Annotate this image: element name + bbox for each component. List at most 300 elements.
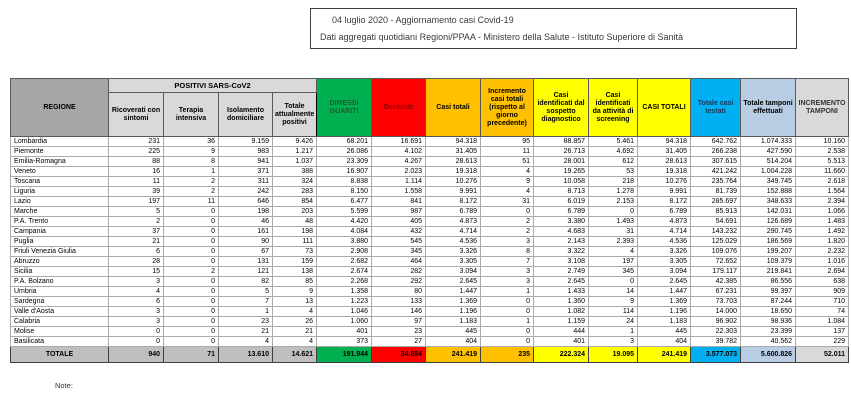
- value-cell: 235.764: [691, 177, 741, 187]
- table-row: [11, 277, 849, 287]
- header-row-1: [11, 79, 849, 93]
- value-cell: 1: [164, 167, 219, 177]
- value-cell: 0: [109, 327, 164, 337]
- value-cell: 9: [273, 287, 317, 297]
- value-cell: 94.318: [638, 137, 691, 147]
- value-cell: 1.369: [426, 297, 481, 307]
- value-cell: 646: [219, 197, 273, 207]
- report-subtitle: Dati aggregati quotidiani Regioni/PPAA - Ministero della Salute - Istituto Superiore di Sanità: [320, 32, 684, 42]
- value-cell: 9: [164, 147, 219, 157]
- table-row: [11, 267, 849, 277]
- value-cell: 15: [109, 267, 164, 277]
- value-cell: 401: [534, 337, 589, 347]
- value-cell: 73: [273, 247, 317, 257]
- value-cell: 179.117: [691, 267, 741, 277]
- value-cell: 198: [273, 227, 317, 237]
- positivi-group-header: POSITIVI SARS-CoV2: [109, 79, 317, 93]
- value-cell: 1.492: [796, 227, 849, 237]
- value-cell: 24: [589, 317, 638, 327]
- value-cell: 401: [317, 327, 372, 337]
- value-cell: 1.217: [273, 147, 317, 157]
- table-row: [11, 147, 849, 157]
- region-name-cell: P.A. Trento: [11, 217, 109, 227]
- value-cell: 2.143: [534, 237, 589, 247]
- table-row: [11, 157, 849, 167]
- value-cell: 1.447: [426, 287, 481, 297]
- value-cell: 6.019: [534, 197, 589, 207]
- value-cell: 67.231: [691, 287, 741, 297]
- col-header-deceduti: Deceduti: [372, 79, 426, 137]
- value-cell: 143.232: [691, 227, 741, 237]
- value-cell: 1: [481, 317, 534, 327]
- value-cell: 53: [589, 167, 638, 177]
- value-cell: 3: [589, 337, 638, 347]
- value-cell: 54.691: [691, 217, 741, 227]
- col-header-terapia-intensiva: Terapia intensiva: [164, 93, 219, 137]
- value-cell: 8.172: [426, 197, 481, 207]
- value-cell: 71: [164, 347, 219, 363]
- value-cell: 2: [164, 177, 219, 187]
- value-cell: 2.908: [317, 247, 372, 257]
- value-cell: 1.196: [426, 307, 481, 317]
- value-cell: 2.694: [796, 267, 849, 277]
- col-header-isolamento: Isolamento domiciliare: [219, 93, 273, 137]
- value-cell: 42.385: [691, 277, 741, 287]
- value-cell: 1.369: [638, 297, 691, 307]
- value-cell: 3: [481, 237, 534, 247]
- value-cell: 6: [109, 297, 164, 307]
- value-cell: 3.108: [534, 257, 589, 267]
- region-name-cell: Friuli Venezia Giulia: [11, 247, 109, 257]
- value-cell: 26.713: [534, 147, 589, 157]
- value-cell: 39.782: [691, 337, 741, 347]
- value-cell: 95: [481, 137, 534, 147]
- value-cell: 34.854: [372, 347, 426, 363]
- value-cell: 222.324: [534, 347, 589, 363]
- value-cell: 324: [273, 177, 317, 187]
- value-cell: 11.660: [796, 167, 849, 177]
- value-cell: 1.447: [638, 287, 691, 297]
- value-cell: 28.001: [534, 157, 589, 167]
- value-cell: 114: [589, 307, 638, 317]
- value-cell: 0: [164, 337, 219, 347]
- value-cell: 3.094: [638, 267, 691, 277]
- value-cell: 4: [481, 167, 534, 177]
- value-cell: 52.011: [796, 347, 849, 363]
- value-cell: 2.538: [796, 147, 849, 157]
- value-cell: 16.691: [372, 137, 426, 147]
- value-cell: 642.762: [691, 137, 741, 147]
- value-cell: 23.309: [317, 157, 372, 167]
- value-cell: 445: [638, 327, 691, 337]
- value-cell: 4: [273, 307, 317, 317]
- value-cell: 94.318: [426, 137, 481, 147]
- value-cell: 1: [481, 287, 534, 297]
- value-cell: 39: [109, 187, 164, 197]
- value-cell: 3.305: [638, 257, 691, 267]
- value-cell: 121: [219, 267, 273, 277]
- value-cell: 4.536: [426, 237, 481, 247]
- region-name-cell: Piemonte: [11, 147, 109, 157]
- value-cell: 2.394: [796, 197, 849, 207]
- value-cell: 4.714: [426, 227, 481, 237]
- value-cell: 4.683: [534, 227, 589, 237]
- covid-data-table: [10, 78, 849, 363]
- value-cell: 23: [219, 317, 273, 327]
- value-cell: 9: [589, 297, 638, 307]
- region-name-cell: Molise: [11, 327, 109, 337]
- value-cell: 444: [534, 327, 589, 337]
- value-cell: 514.204: [741, 157, 796, 167]
- value-cell: 1.223: [317, 297, 372, 307]
- value-cell: 987: [372, 207, 426, 217]
- value-cell: 311: [219, 177, 273, 187]
- value-cell: 1.084: [796, 317, 849, 327]
- value-cell: 1.558: [372, 187, 426, 197]
- value-cell: 72.652: [691, 257, 741, 267]
- value-cell: 854: [273, 197, 317, 207]
- value-cell: 2.645: [638, 277, 691, 287]
- value-cell: 67: [219, 247, 273, 257]
- table-row: [11, 167, 849, 177]
- value-cell: 23: [372, 327, 426, 337]
- value-cell: 841: [372, 197, 426, 207]
- value-cell: 14: [589, 287, 638, 297]
- value-cell: 2: [481, 227, 534, 237]
- value-cell: 6.789: [638, 207, 691, 217]
- value-cell: 4: [273, 337, 317, 347]
- col-header-incremento-tamponi: INCREMENTO TAMPONI: [796, 79, 849, 137]
- value-cell: 710: [796, 297, 849, 307]
- value-cell: 4.692: [589, 147, 638, 157]
- value-cell: 19.318: [638, 167, 691, 177]
- value-cell: 6.477: [317, 197, 372, 207]
- value-cell: 18.650: [741, 307, 796, 317]
- region-name-cell: Basilicata: [11, 337, 109, 347]
- value-cell: 137: [796, 327, 849, 337]
- value-cell: 4.873: [426, 217, 481, 227]
- value-cell: 405: [372, 217, 426, 227]
- value-cell: 241.419: [638, 347, 691, 363]
- value-cell: 445: [426, 327, 481, 337]
- region-name-cell: Lombardia: [11, 137, 109, 147]
- table-row: [11, 177, 849, 187]
- col-header-sospetto-diagnostico: Casi identificati dal sospetto diagnostico: [534, 79, 589, 137]
- value-cell: 6.789: [534, 207, 589, 217]
- table-row: [11, 337, 849, 347]
- col-header-tamponi-effettuati: Totale tamponi effettuati: [741, 79, 796, 137]
- value-cell: 3.094: [426, 267, 481, 277]
- value-cell: 1.074.333: [741, 137, 796, 147]
- value-cell: 21: [109, 237, 164, 247]
- value-cell: 285.697: [691, 197, 741, 207]
- table-row: [11, 187, 849, 197]
- value-cell: 28.613: [638, 157, 691, 167]
- value-cell: 19.095: [589, 347, 638, 363]
- region-name-cell: Veneto: [11, 167, 109, 177]
- value-cell: 4.873: [638, 217, 691, 227]
- value-cell: 37: [109, 227, 164, 237]
- value-cell: 1.114: [372, 177, 426, 187]
- value-cell: 292: [372, 277, 426, 287]
- table-row: [11, 257, 849, 267]
- value-cell: 1.433: [534, 287, 589, 297]
- value-cell: 46: [219, 217, 273, 227]
- value-cell: 2.023: [372, 167, 426, 177]
- value-cell: 74: [796, 307, 849, 317]
- value-cell: 1.360: [534, 297, 589, 307]
- value-cell: 0: [164, 207, 219, 217]
- col-header-attualmente-positivi: Totale attualmente positivi: [273, 93, 317, 137]
- value-cell: 1: [219, 307, 273, 317]
- value-cell: 1.493: [589, 217, 638, 227]
- value-cell: 4.420: [317, 217, 372, 227]
- value-cell: 3.380: [534, 217, 589, 227]
- value-cell: 3: [481, 277, 534, 287]
- value-cell: 3.322: [534, 247, 589, 257]
- value-cell: 8.172: [638, 197, 691, 207]
- value-cell: 4: [481, 187, 534, 197]
- col-header-dimessi-guariti: DIMESSI GUARITI: [317, 79, 372, 137]
- value-cell: 0: [589, 277, 638, 287]
- value-cell: 11: [109, 177, 164, 187]
- value-cell: 96.902: [691, 317, 741, 327]
- value-cell: 464: [372, 257, 426, 267]
- col-header-regione: REGIONE: [11, 79, 109, 137]
- value-cell: 2.645: [534, 277, 589, 287]
- value-cell: 3.305: [426, 257, 481, 267]
- table-row: [11, 237, 849, 247]
- value-cell: 13.610: [219, 347, 273, 363]
- total-label-cell: TOTALE: [11, 347, 109, 363]
- region-name-cell: Campania: [11, 227, 109, 237]
- value-cell: 3.880: [317, 237, 372, 247]
- value-cell: 97: [372, 317, 426, 327]
- value-cell: 2.674: [317, 267, 372, 277]
- value-cell: 1.183: [638, 317, 691, 327]
- col-header-screening: Casi identificati da attività di screening: [589, 79, 638, 137]
- value-cell: 10.276: [638, 177, 691, 187]
- table-row: [11, 207, 849, 217]
- value-cell: 940: [109, 347, 164, 363]
- value-cell: 68.201: [317, 137, 372, 147]
- value-cell: 2.749: [534, 267, 589, 277]
- value-cell: 5.513: [796, 157, 849, 167]
- value-cell: 1.483: [796, 217, 849, 227]
- value-cell: 197: [109, 197, 164, 207]
- value-cell: 26.086: [317, 147, 372, 157]
- value-cell: 404: [426, 337, 481, 347]
- value-cell: 5.600.826: [741, 347, 796, 363]
- value-cell: 3: [109, 277, 164, 287]
- value-cell: 404: [638, 337, 691, 347]
- value-cell: 0: [481, 297, 534, 307]
- value-cell: 225: [109, 147, 164, 157]
- region-name-cell: Valle d'Aosta: [11, 307, 109, 317]
- value-cell: 22.303: [691, 327, 741, 337]
- value-cell: 87.244: [741, 297, 796, 307]
- value-cell: 2.682: [317, 257, 372, 267]
- value-cell: 371: [219, 167, 273, 177]
- value-cell: 2: [164, 187, 219, 197]
- value-cell: 983: [219, 147, 273, 157]
- value-cell: 2.153: [589, 197, 638, 207]
- value-cell: 348.633: [741, 197, 796, 207]
- value-cell: 159: [273, 257, 317, 267]
- value-cell: 6.789: [426, 207, 481, 217]
- value-cell: 3.326: [638, 247, 691, 257]
- region-name-cell: Umbria: [11, 287, 109, 297]
- value-cell: 0: [481, 307, 534, 317]
- value-cell: 941: [219, 157, 273, 167]
- report-header: [310, 8, 797, 49]
- value-cell: 1.278: [589, 187, 638, 197]
- value-cell: 229: [796, 337, 849, 347]
- value-cell: 345: [589, 267, 638, 277]
- value-cell: 1.004.228: [741, 167, 796, 177]
- value-cell: 2.618: [796, 177, 849, 187]
- value-cell: 11: [164, 197, 219, 207]
- value-cell: 9.159: [219, 137, 273, 147]
- value-cell: 198: [219, 207, 273, 217]
- value-cell: 85: [273, 277, 317, 287]
- value-cell: 19.265: [534, 167, 589, 177]
- value-cell: 80: [372, 287, 426, 297]
- value-cell: 432: [372, 227, 426, 237]
- value-cell: 3: [109, 317, 164, 327]
- value-cell: 0: [164, 227, 219, 237]
- value-cell: 4.084: [317, 227, 372, 237]
- table-header: [11, 79, 849, 137]
- value-cell: 10.160: [796, 137, 849, 147]
- table-row: [11, 287, 849, 297]
- value-cell: 5.599: [317, 207, 372, 217]
- value-cell: 4: [109, 287, 164, 297]
- table-row: [11, 247, 849, 257]
- value-cell: 85.913: [691, 207, 741, 217]
- value-cell: 199.207: [741, 247, 796, 257]
- note-label: Note:: [55, 381, 73, 390]
- value-cell: 1.016: [796, 257, 849, 267]
- value-cell: 8: [164, 157, 219, 167]
- value-cell: 48: [273, 217, 317, 227]
- table-row: [11, 217, 849, 227]
- region-name-cell: Puglia: [11, 237, 109, 247]
- total-row: [11, 347, 849, 363]
- report-title: 04 luglio 2020 - Aggiornamento casi Covid-19: [332, 15, 514, 25]
- table-row: [11, 307, 849, 317]
- col-header-ricoverati: Ricoverati con sintomi: [109, 93, 164, 137]
- value-cell: 197: [589, 257, 638, 267]
- value-cell: 88: [109, 157, 164, 167]
- value-cell: 8.150: [317, 187, 372, 197]
- table-row: [11, 197, 849, 207]
- value-cell: 8.713: [534, 187, 589, 197]
- value-cell: 31: [589, 227, 638, 237]
- value-cell: 373: [317, 337, 372, 347]
- value-cell: 88.857: [534, 137, 589, 147]
- value-cell: 345: [372, 247, 426, 257]
- value-cell: 40.562: [741, 337, 796, 347]
- value-cell: 0: [164, 217, 219, 227]
- region-name-cell: Calabria: [11, 317, 109, 327]
- value-cell: 9.991: [426, 187, 481, 197]
- value-cell: 28.613: [426, 157, 481, 167]
- value-cell: 1.060: [317, 317, 372, 327]
- value-cell: 73.703: [691, 297, 741, 307]
- value-cell: 3.577.073: [691, 347, 741, 363]
- value-cell: 186.569: [741, 237, 796, 247]
- value-cell: 125.029: [691, 237, 741, 247]
- value-cell: 3: [481, 267, 534, 277]
- value-cell: 203: [273, 207, 317, 217]
- value-cell: 388: [273, 167, 317, 177]
- value-cell: 31.405: [638, 147, 691, 157]
- value-cell: 7: [219, 297, 273, 307]
- value-cell: 4.536: [638, 237, 691, 247]
- value-cell: 218: [589, 177, 638, 187]
- value-cell: 0: [481, 337, 534, 347]
- value-cell: 4.267: [372, 157, 426, 167]
- value-cell: 0: [164, 317, 219, 327]
- value-cell: 81.739: [691, 187, 741, 197]
- value-cell: 21: [219, 327, 273, 337]
- col-header-casi-totali-caps: CASI TOTALI: [638, 79, 691, 137]
- value-cell: 307.615: [691, 157, 741, 167]
- value-cell: 36: [164, 137, 219, 147]
- value-cell: 0: [164, 327, 219, 337]
- value-cell: 16.907: [317, 167, 372, 177]
- value-cell: 241.419: [426, 347, 481, 363]
- value-cell: 2.645: [426, 277, 481, 287]
- value-cell: 5: [219, 287, 273, 297]
- value-cell: 0: [109, 337, 164, 347]
- value-cell: 1.046: [317, 307, 372, 317]
- value-cell: 111: [273, 237, 317, 247]
- table-row: [11, 327, 849, 337]
- value-cell: 427.590: [741, 147, 796, 157]
- value-cell: 349.745: [741, 177, 796, 187]
- value-cell: 9.426: [273, 137, 317, 147]
- table-row: [11, 227, 849, 237]
- region-name-cell: Marche: [11, 207, 109, 217]
- value-cell: 27: [372, 337, 426, 347]
- value-cell: 31.405: [426, 147, 481, 157]
- value-cell: 146: [372, 307, 426, 317]
- value-cell: 90: [219, 237, 273, 247]
- value-cell: 242: [219, 187, 273, 197]
- col-header-casi-totali: Casi totali: [426, 79, 481, 137]
- value-cell: 4.714: [638, 227, 691, 237]
- value-cell: 283: [273, 187, 317, 197]
- value-cell: 109.379: [741, 257, 796, 267]
- value-cell: 7: [481, 257, 534, 267]
- value-cell: 1.082: [534, 307, 589, 317]
- table-row: [11, 317, 849, 327]
- value-cell: 10.276: [426, 177, 481, 187]
- value-cell: 10.058: [534, 177, 589, 187]
- value-cell: 86.556: [741, 277, 796, 287]
- value-cell: 2.232: [796, 247, 849, 257]
- value-cell: 109.076: [691, 247, 741, 257]
- value-cell: 219.841: [741, 267, 796, 277]
- value-cell: 638: [796, 277, 849, 287]
- value-cell: 31: [481, 197, 534, 207]
- region-name-cell: Toscana: [11, 177, 109, 187]
- region-name-cell: Sardegna: [11, 297, 109, 307]
- value-cell: 2: [109, 217, 164, 227]
- value-cell: 421.242: [691, 167, 741, 177]
